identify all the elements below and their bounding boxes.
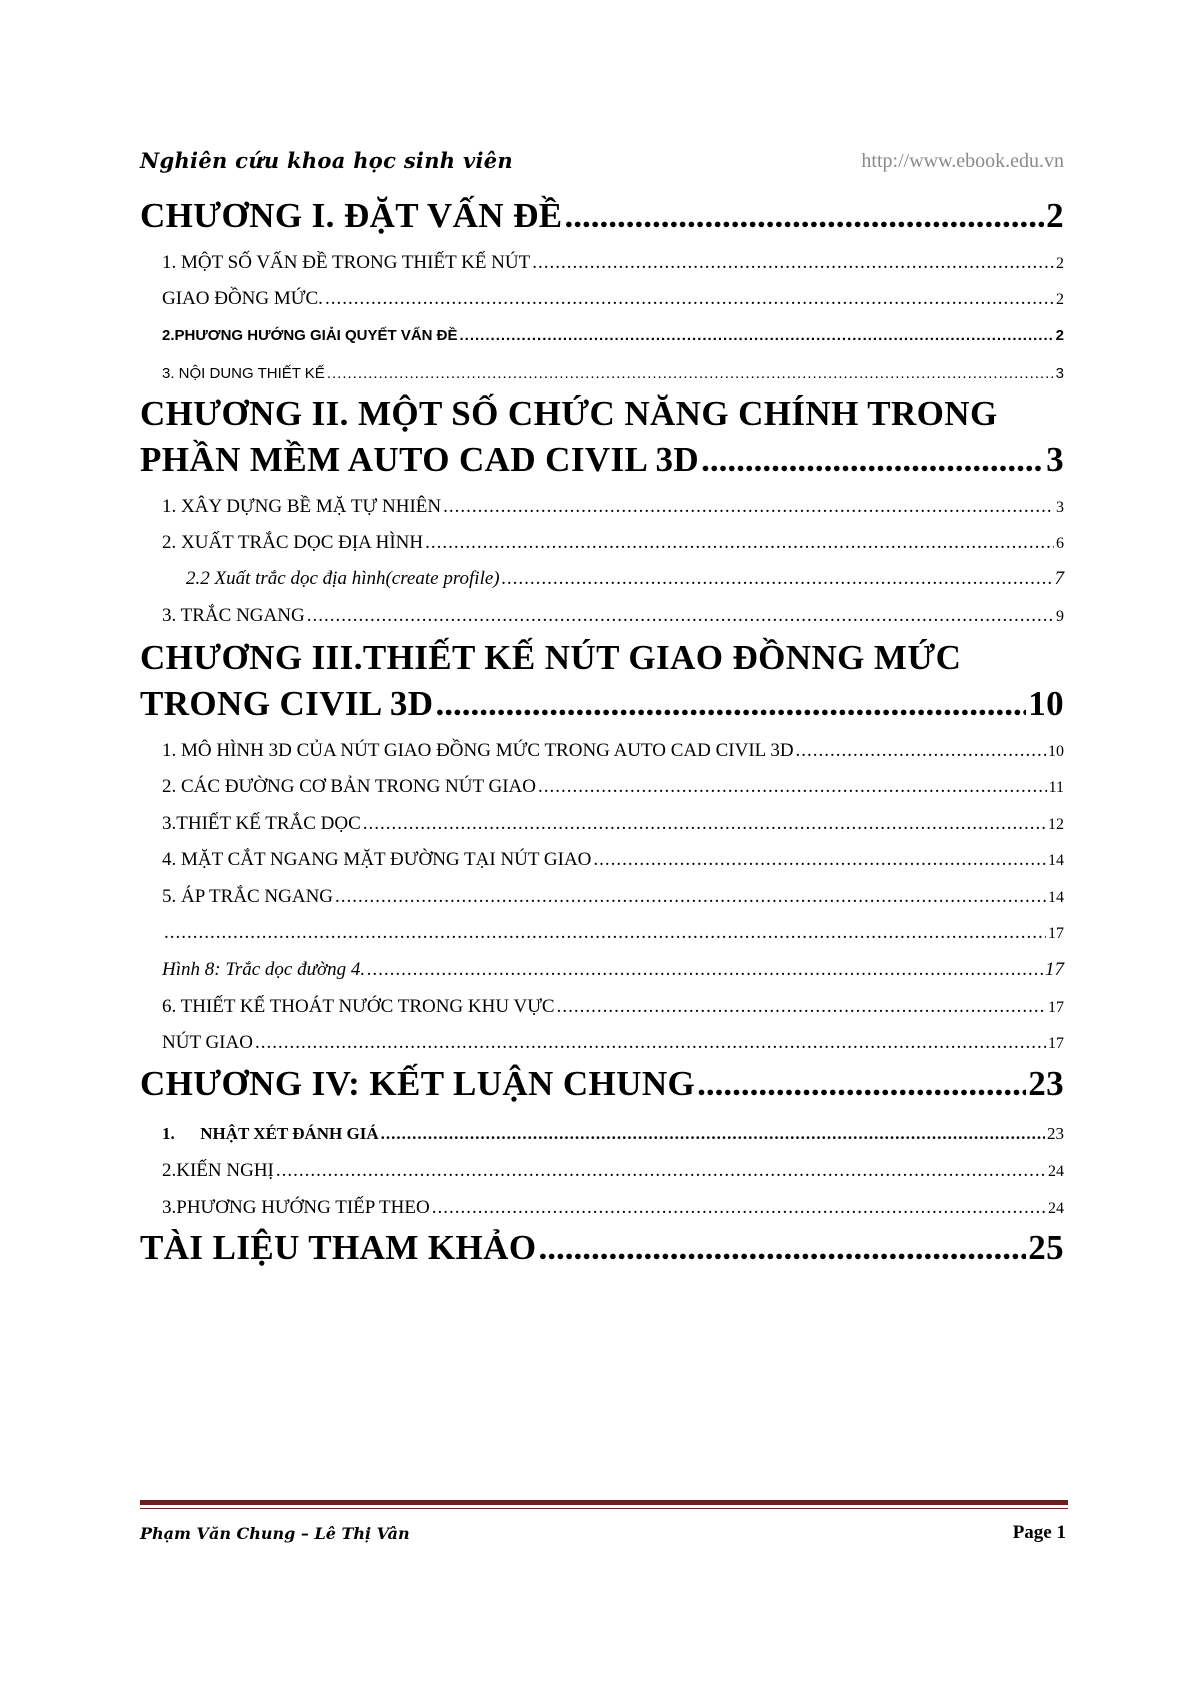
toc-entry-3-6b (140, 1032, 1064, 1054)
toc-page-number: 11 (1048, 779, 1064, 796)
toc-page-number: 17 (1048, 999, 1064, 1016)
toc-chapter-3 (140, 684, 1064, 724)
toc-entry-figure-8 (140, 959, 1064, 981)
leader-dots (425, 532, 1054, 554)
leader-dots (697, 1064, 1026, 1104)
toc-page-number: 3 (1046, 440, 1064, 479)
toc-chapter-2-line1: CHƯƠNG II. MỘT SỐ CHỨC NĂNG CHÍNH TRONG (140, 394, 998, 433)
footer-authors: Phạm Văn Chung – Lê Thị Vân (140, 1524, 410, 1543)
toc-label: 2. CÁC ĐƯỜNG CƠ BẢN TRONG NÚT GIAO (162, 776, 536, 797)
leader-dots (335, 886, 1046, 908)
toc-chapter-3-line1: CHƯƠNG III.THIẾT KẾ NÚT GIAO ĐỒNNG MỨC (140, 638, 962, 677)
toc-page-number: 10 (1028, 684, 1064, 723)
header-title: Nghiên cứu khoa học sinh viên (140, 148, 513, 173)
toc-page-number: 9 (1056, 608, 1064, 625)
toc-label: 6. THIẾT KẾ THOÁT NƯỚC TRONG KHU VỰC (162, 996, 555, 1017)
toc-chapter-1 (140, 196, 1064, 236)
toc-label: Hình 8: Trắc dọc đường 4. (162, 959, 366, 980)
footer-rule (140, 1500, 1068, 1505)
toc-chapter-4 (140, 1064, 1064, 1104)
leader-dots (532, 252, 1054, 274)
toc-page-number: 23 (1028, 1064, 1064, 1103)
toc-entry-2-3 (140, 605, 1064, 627)
toc-label: 3.THIẾT KẾ TRẮC DỌC (162, 813, 361, 834)
toc-page-number: 14 (1048, 852, 1064, 869)
toc-entry-3-2 (140, 776, 1064, 798)
toc-references (140, 1228, 1064, 1268)
page-number: Page 1 (1012, 1522, 1066, 1543)
toc-entry-2-2 (140, 532, 1064, 554)
toc-page-number: 17 (1048, 925, 1064, 942)
toc-entry-1-1 (140, 252, 1064, 274)
leader-dots (381, 1124, 1045, 1144)
toc-entry-3-blank (140, 922, 1064, 944)
toc-entry-3-1 (140, 740, 1064, 762)
toc-entry-4-3 (140, 1197, 1064, 1219)
toc-label: 2.KIẾN NGHỊ (162, 1160, 274, 1181)
toc-page-number: 17 (1048, 1035, 1064, 1052)
toc-label: 1. MÔ HÌNH 3D CỦA NÚT GIAO ĐỒNG MỨC TRONG AUTO CAD CIVIL 3D (162, 740, 794, 761)
leader-dots (557, 996, 1046, 1018)
toc-entry-2-1 (140, 496, 1064, 518)
toc-label: 3.PHƯƠNG HƯỚNG TIẾP THEO (162, 1197, 430, 1218)
leader-dots (538, 1228, 1026, 1268)
toc-label: TRONG CIVIL 3D (140, 684, 434, 723)
toc-entry-3-5 (140, 886, 1064, 908)
toc-label: 5. ÁP TRẮC NGANG (162, 886, 334, 907)
toc-label: 1. XÂY DỰNG BỀ MẶ TỰ NHIÊN (162, 496, 442, 517)
toc-label: 3. TRẮC NGANG (162, 605, 305, 626)
toc-chapter-2 (140, 440, 1064, 480)
toc-entry-2-2-2 (140, 568, 1064, 590)
leader-dots (367, 959, 1043, 981)
toc-entry-1-2 (140, 327, 1064, 344)
leader-dots (327, 365, 1054, 382)
leader-dots (432, 1197, 1046, 1219)
toc-page-number: 25 (1028, 1228, 1064, 1267)
toc-label: 1. MỘT SỐ VẤN ĐỀ TRONG THIẾT KẾ NÚT (162, 252, 531, 273)
toc-page-number: 24 (1048, 1200, 1064, 1217)
leader-dots (593, 849, 1046, 871)
toc-page-number: 10 (1048, 743, 1064, 760)
toc-page-number: 2 (1056, 255, 1064, 272)
toc-page-number: 12 (1048, 816, 1064, 833)
leader-dots (164, 922, 1046, 944)
toc-page-number: 14 (1048, 889, 1064, 906)
toc-page-number: 17 (1045, 959, 1064, 980)
toc-page-number: 2 (1046, 196, 1064, 235)
toc-label: NÚT GIAO (162, 1032, 253, 1053)
toc-label: CHƯƠNG I. ĐẶT VẤN ĐỀ (140, 196, 563, 235)
toc-page-number: 6 (1056, 535, 1064, 552)
toc-page-number: 23 (1047, 1124, 1064, 1143)
leader-dots (363, 813, 1046, 835)
toc-page-number: 3 (1056, 499, 1064, 516)
toc-entry-4-2 (140, 1160, 1064, 1182)
leader-dots (276, 1160, 1046, 1182)
toc-label: 1. NHẬT XÉT ĐÁNH GIÁ (162, 1124, 379, 1143)
leader-dots (443, 496, 1054, 518)
leader-dots (255, 1032, 1046, 1054)
leader-dots (701, 440, 1044, 480)
toc-label: GIAO ĐỒNG MỨC. (162, 288, 323, 309)
leader-dots (502, 568, 1053, 590)
toc-entry-1-3 (140, 365, 1064, 382)
toc-label: 2.2 Xuất trắc dọc địa hình(create profile) (186, 568, 500, 589)
toc-label: 4. MẶT CẮT NGANG MẶT ĐƯỜNG TẠI NÚT GIAO (162, 849, 592, 870)
leader-dots (307, 605, 1054, 627)
toc-page-number: 2 (1055, 327, 1064, 344)
leader-dots (325, 288, 1054, 310)
leader-dots (460, 327, 1054, 344)
toc-label: 2.PHƯƠNG HƯỚNG GIẢI QUYẾT VẤN ĐỀ (162, 327, 458, 344)
leader-dots (796, 740, 1046, 762)
toc-label: CHƯƠNG IV: KẾT LUẬN CHUNG (140, 1064, 696, 1103)
toc-entry-3-3 (140, 813, 1064, 835)
toc-label: 3. NỘI DUNG THIẾT KẾ (162, 365, 325, 382)
toc-page-number: 2 (1056, 291, 1064, 308)
toc-label: PHẦN MỀM AUTO CAD CIVIL 3D (140, 440, 700, 479)
toc-label: TÀI LIỆU THAM KHẢO (140, 1228, 537, 1267)
toc-page-number: 3 (1055, 365, 1064, 382)
toc-entry-4-1 (140, 1124, 1064, 1144)
leader-dots (538, 776, 1047, 798)
footer-rule-thin (140, 1508, 1068, 1509)
toc-entry-3-6 (140, 996, 1064, 1018)
toc-label: 2. XUẤT TRẮC DỌC ĐỊA HÌNH (162, 532, 424, 553)
toc-page-number: 24 (1048, 1163, 1064, 1180)
leader-dots (565, 196, 1045, 236)
leader-dots (435, 684, 1026, 724)
header-url: http://www.ebook.edu.vn (861, 150, 1064, 172)
toc-page-number: 7 (1054, 568, 1064, 589)
toc-entry-3-4 (140, 849, 1064, 871)
toc-entry-1-1b (140, 288, 1064, 310)
